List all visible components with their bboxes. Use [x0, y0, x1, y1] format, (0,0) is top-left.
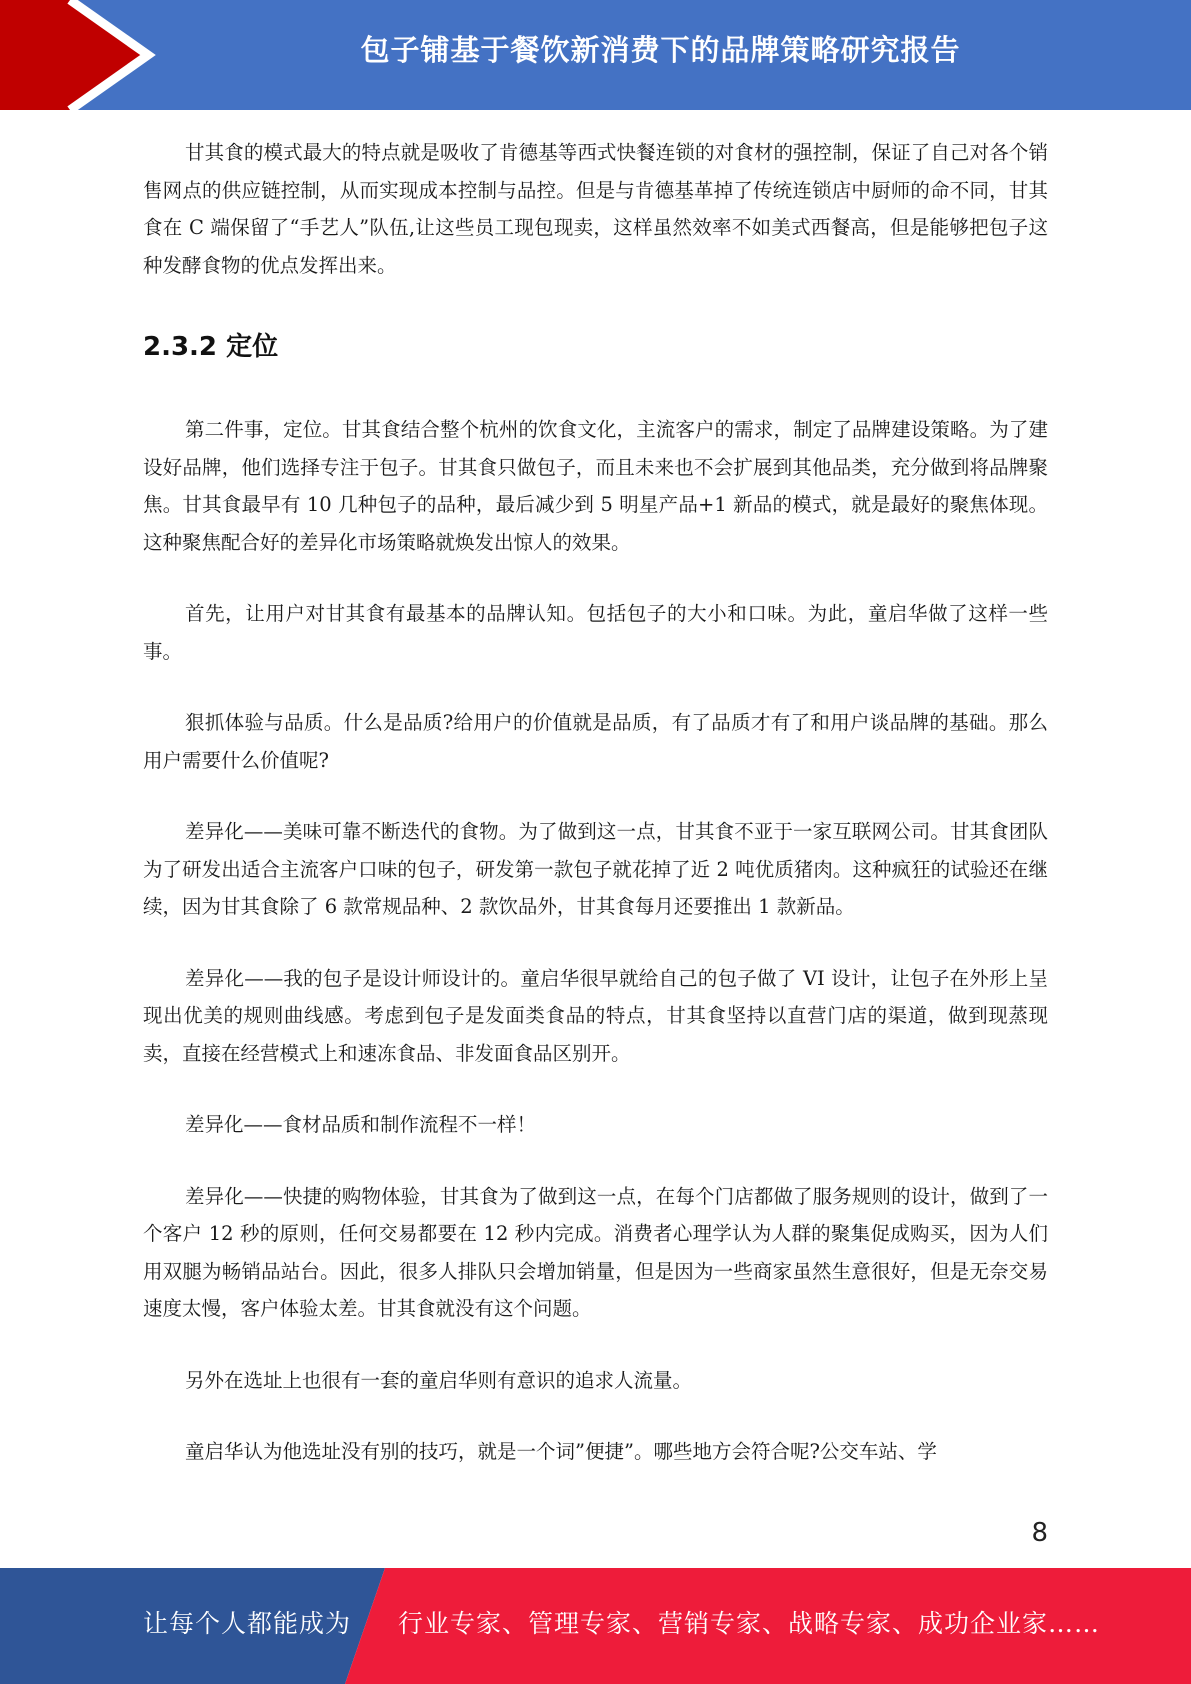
paragraph: 差异化——食材品质和制作流程不一样！: [185, 1113, 537, 1136]
paragraph: 差异化——快捷的购物体验，甘其食为了做到这一点，在每个门店都做了服务规则的设计，做到了一个客户 12 秒的原则，任何交易都要在 12 秒内完成。消费者心理学认为人群的聚集促成购买，因为人们用双腿为畅销品站台。因此，很多人排队只会增加销量，但是因为一些商家虽然生意很好，但是无奈交易速度太慢，客户体验太差。甘其食就没有这个问题。: [143, 1184, 1048, 1320]
paragraph: 差异化——我的包子是设计师设计的。童启华很早就给自己的包子做了 VI 设计，让包子在外形上呈现出优美的规则曲线感。考虑到包子是发面类食品的特点，甘其食坚持以直营门店的渠道，做到现蒸现卖，直接在经营模式上和速冻食品、非发面食品区别开。: [143, 966, 1048, 1065]
section-heading: 2.3.2 定位: [143, 332, 279, 362]
page-content: [143, 134, 1048, 1471]
page-number: 8: [1031, 1518, 1048, 1548]
paragraph: 另外在选址上也很有一套的童启华则有意识的追求人流量。: [185, 1368, 693, 1392]
page-header: [0, 0, 1191, 110]
paragraph: 第二件事，定位。甘其食结合整个杭州的饮食文化，主流客户的需求，制定了品牌建设策略。为了建设好品牌，他们选择专注于包子。甘其食只做包子，而且未来也不会扩展到其他品类，充分做到将品牌聚焦。甘其食最早有 10 几种包子的品种，最后减少到 5 明星产品+1 新品的模式，就是最好的聚焦体现。这种聚焦配合好的差异化市场策略就焕发出惊人的效果。: [143, 418, 1048, 554]
paragraph: 首先，让用户对甘其食有最基本的品牌认知。包括包子的大小和口味。为此，童启华做了这样一些事。: [143, 602, 1048, 663]
document-title: 包子铺基于餐饮新消费下的品牌策略研究报告: [360, 33, 961, 67]
paragraph: 甘其食的模式最大的特点就是吸收了肯德基等西式快餐连锁的对食材的强控制，保证了自己对各个销售网点的供应链控制，从而实现成本控制与品控。但是与肯德基革掉了传统连锁店中厨师的命不同，甘其食在 C 端保留了“手艺人”队伍,让这些员工现包现卖，这样虽然效率不如美式西餐高，但是能够把包子这种发酵食物的优点发挥出来。: [143, 141, 1048, 277]
page-footer: [0, 1568, 1191, 1684]
paragraph: 童启华认为他选址没有别的技巧，就是一个词”便捷”。哪些地方会符合呢?公交车站、学: [185, 1440, 937, 1463]
paragraph: 差异化——美味可靠不断迭代的食物。为了做到这一点，甘其食不亚于一家互联网公司。甘其食团队为了研发出适合主流客户口味的包子，研发第一款包子就花掉了近 2 吨优质猪肉。这种疯狂的试验还在继续，因为甘其食除了 6 款常规品种、2 款饮品外，甘其食每月还要推出 1 款新品。: [143, 820, 1048, 918]
footer-slogan-right: 行业专家、管理专家、营销专家、战略专家、成功企业家……: [398, 1609, 1101, 1638]
footer-slogan-left: 让每个人都能成为: [143, 1609, 352, 1638]
paragraph: 狠抓体验与品质。什么是品质?给用户的价值就是品质，有了品质才有了和用户谈品牌的基础。那么用户需要什么价值呢?: [143, 711, 1048, 772]
